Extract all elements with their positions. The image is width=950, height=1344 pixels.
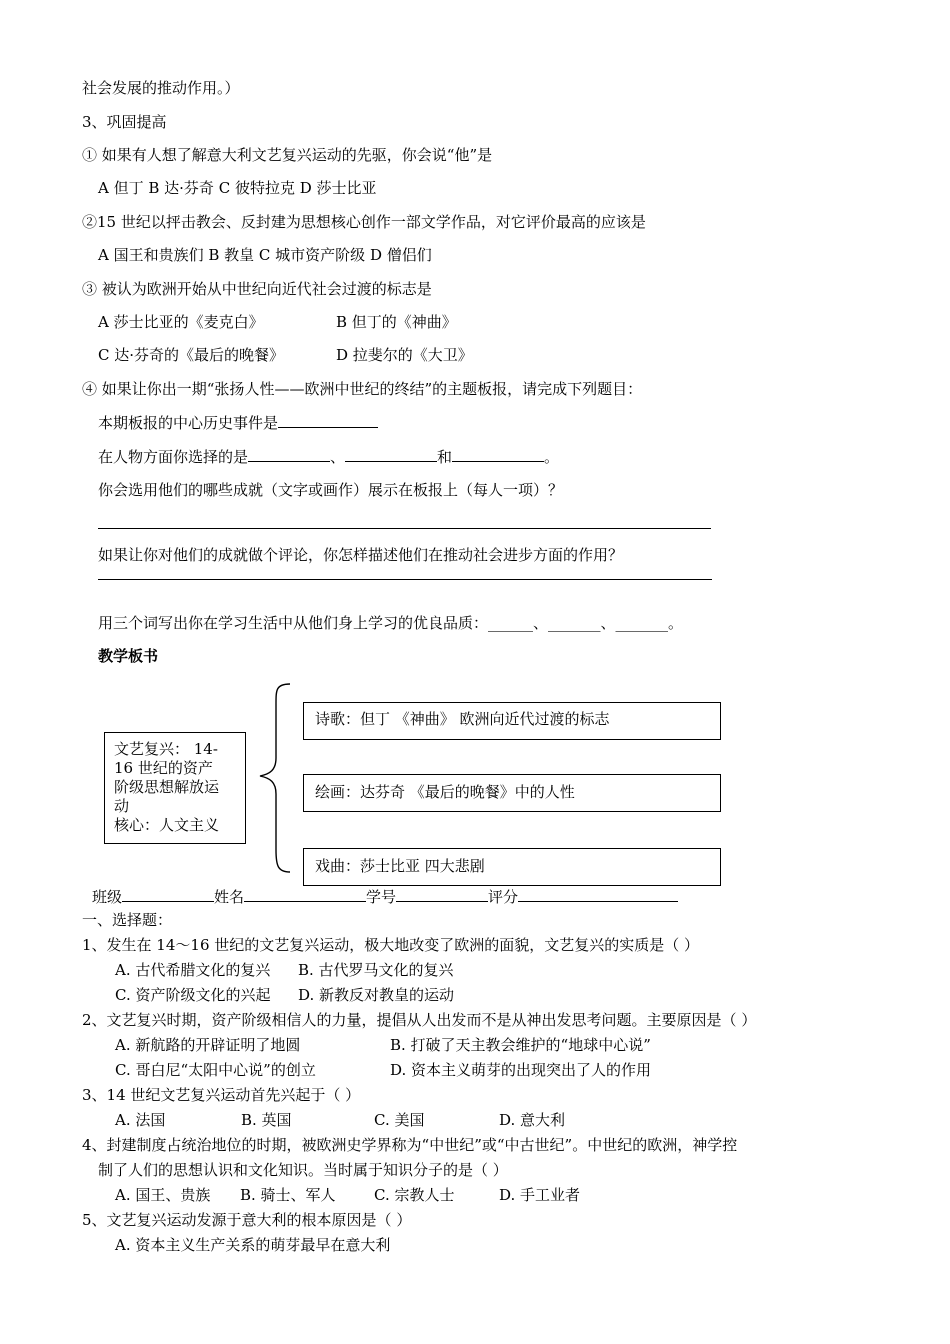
quiz-option: A. 国王、贵族 bbox=[115, 1186, 211, 1204]
quiz-option: D. 资本主义萌芽的出现突出了人的作用 bbox=[390, 1061, 652, 1079]
curly-brace-icon bbox=[250, 680, 300, 880]
center-line: 阶级思想解放运 bbox=[114, 778, 220, 796]
center-box-text bbox=[114, 740, 236, 835]
quiz-option: D. 新教反对教皇的运动 bbox=[298, 986, 455, 1004]
separator: 、 bbox=[330, 448, 346, 466]
prompt-text: 在人物方面你选择的是 bbox=[98, 448, 249, 466]
answer-blank[interactable] bbox=[248, 446, 330, 462]
answer-line[interactable] bbox=[98, 579, 712, 580]
option-b: B 但丁的《神曲》 bbox=[336, 313, 457, 331]
board-item-drama: 戏曲：莎士比亚 四大悲剧 bbox=[315, 857, 485, 875]
board-item-poetry: 诗歌：但丁 《神曲》 欧洲向近代过渡的标志 bbox=[315, 710, 610, 728]
name-label: 姓名 bbox=[214, 888, 245, 906]
separator: 和 bbox=[437, 448, 453, 466]
question-options: A 国王和贵族们 B 教皇 C 城市资产阶级 D 僧侣们 bbox=[98, 246, 432, 264]
answer-blank[interactable] bbox=[345, 446, 437, 462]
question-stem: ④ 如果让你出一期“张扬人性——欧洲中世纪的终结”的主题板报，请完成下列题目： bbox=[82, 380, 643, 398]
prompt-text: 你会选用他们的哪些成就（文字或画作）展示在板报上（每人一项）？ bbox=[98, 481, 564, 499]
quiz-section-title: 一、选择题： bbox=[82, 911, 173, 929]
quiz-option: B. 英国 bbox=[241, 1111, 292, 1129]
quiz-option: C. 哥白尼“太阳中心说”的创立 bbox=[115, 1061, 316, 1079]
quiz-question-stem: 2、文艺复兴时期，资产阶级相信人的力量，提倡从人出发而不是从神出发思考问题。主要原因是（ ） bbox=[82, 1011, 757, 1029]
question-stem: ③ 被认为欧洲开始从中世纪向近代社会过渡的标志是 bbox=[82, 280, 432, 298]
answer-line[interactable] bbox=[98, 528, 711, 529]
quiz-option: B. 骑士、军人 bbox=[240, 1186, 336, 1204]
class-field[interactable] bbox=[122, 886, 214, 902]
period: 。 bbox=[544, 448, 560, 466]
center-line: 动 bbox=[114, 797, 130, 815]
prompt-text: 本期板报的中心历史事件是 bbox=[98, 414, 279, 432]
quiz-option: A. 新航路的开辟证明了地圆 bbox=[115, 1036, 301, 1054]
quiz-question-stem: 4、封建制度占统治地位的时期，被欧洲史学界称为“中世纪”或“中古世纪”。中世纪的欧洲，神学控 bbox=[82, 1136, 738, 1154]
quiz-question-stem: 3、14 世纪文艺复兴运动首先兴起于（ ） bbox=[82, 1086, 361, 1104]
answer-blank[interactable] bbox=[452, 446, 544, 462]
quiz-option: C. 宗教人士 bbox=[374, 1186, 455, 1204]
name-field[interactable] bbox=[244, 886, 366, 902]
center-line: 核心：人文主义 bbox=[114, 816, 220, 834]
board-heading: 教学板书 bbox=[98, 647, 159, 665]
question-stem: ① 如果有人想了解意大利文艺复兴运动的先驱，你会说“他”是 bbox=[82, 146, 493, 164]
quiz-option: D. 意大利 bbox=[499, 1111, 566, 1129]
prompt-text: 如果让你对他们的成就做个评论，你怎样描述他们在推动社会进步方面的作用？ bbox=[98, 546, 624, 564]
id-field[interactable] bbox=[396, 886, 488, 902]
score-field[interactable] bbox=[518, 886, 678, 902]
section-title: 3、巩固提高 bbox=[82, 113, 167, 131]
board-item-painting: 绘画：达芬奇 《最后的晚餐》中的人性 bbox=[315, 783, 575, 801]
fill-line-event bbox=[98, 412, 378, 433]
score-label: 评分 bbox=[488, 888, 519, 906]
quiz-question-stem: 制了人们的思想认识和文化知识。当时属于知识分子的是（ ） bbox=[98, 1161, 508, 1179]
quiz-option: A. 资本主义生产关系的萌芽最早在意大利 bbox=[115, 1236, 391, 1254]
quiz-option: C. 美国 bbox=[374, 1111, 425, 1129]
continuation-text: 社会发展的推动作用。） bbox=[82, 79, 240, 97]
prompt-text: 用三个词写出你在学习生活中从他们身上学习的优良品质：______、_______、_______。 bbox=[98, 614, 684, 632]
quiz-option: D. 手工业者 bbox=[499, 1186, 581, 1204]
quiz-option: C. 资产阶级文化的兴起 bbox=[115, 986, 271, 1004]
quiz-option: A. 古代希腊文化的复兴 bbox=[115, 961, 271, 979]
quiz-question-stem: 5、文艺复兴运动发源于意大利的根本原因是（ ） bbox=[82, 1211, 412, 1229]
fill-line-people bbox=[98, 446, 559, 467]
question-stem: ②15 世纪以抨击教会、反封建为思想核心创作一部文学作品，对它评价最高的应该是 bbox=[82, 213, 646, 231]
quiz-question-stem: 1、发生在 14～16 世纪的文艺复兴运动，极大地改变了欧洲的面貌，文艺复兴的实质是（ ） bbox=[82, 936, 700, 954]
center-line: 16 世纪的资产 bbox=[114, 759, 213, 777]
answer-blank[interactable] bbox=[278, 412, 378, 428]
question-options: A 但丁 B 达·芬奇 C 彼特拉克 D 莎士比亚 bbox=[98, 179, 377, 197]
option-c: C 达·芬奇的《最后的晚餐》 bbox=[98, 346, 285, 364]
class-label: 班级 bbox=[92, 888, 123, 906]
center-line: 文艺复兴： 14- bbox=[114, 740, 218, 758]
id-label: 学号 bbox=[366, 888, 397, 906]
option-d: D 拉斐尔的《大卫》 bbox=[336, 346, 473, 364]
quiz-option: B. 古代罗马文化的复兴 bbox=[298, 961, 454, 979]
quiz-option: A. 法国 bbox=[115, 1111, 166, 1129]
student-info-row bbox=[92, 886, 678, 907]
option-a: A 莎士比亚的《麦克白》 bbox=[98, 313, 264, 331]
quiz-option: B. 打破了天主教会维护的“地球中心说” bbox=[390, 1036, 651, 1054]
